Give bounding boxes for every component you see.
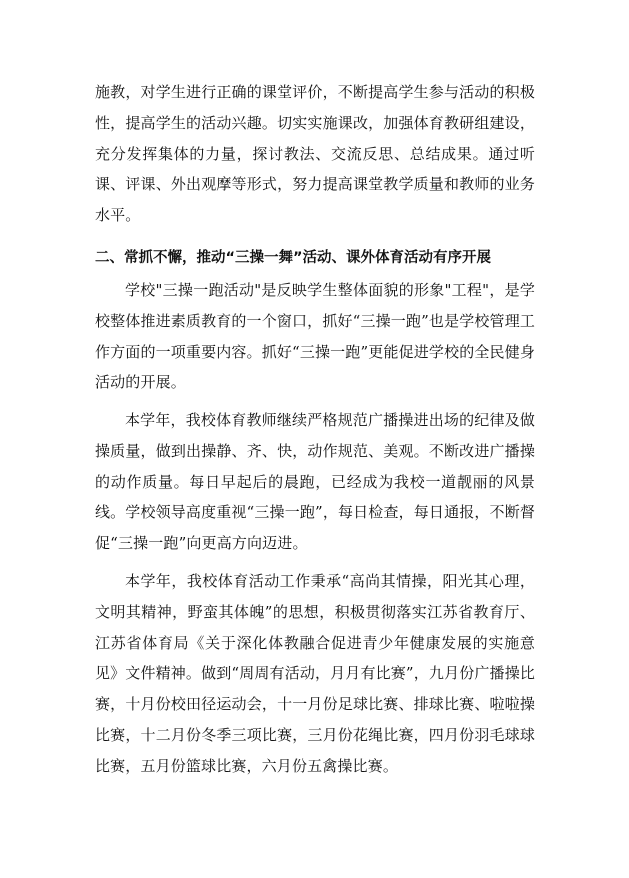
paragraph-broadcast-exercise: 本学年，我校体育教师继续严格规范广播操进出场的纪律及做操质量，做到出操静、齐、快，动作规范、美观。不断改进广播操的动作质量。每日早起后的晨跑，已经成为我校一道靓丽的风景线。学校领导高度重视“三操一跑”，每日检查，每日通报，不断督促“三操一跑”向更高方向迈进。 (95, 411, 535, 553)
section-heading: 二、常抓不懈，推动“三操一舞”活动、课外体育活动有序开展 (95, 250, 492, 266)
paragraph-continued: 施教，对学生进行正确的课堂评价，不断提高学生参与活动的积极性，提高学生的活动兴趣。切实实施课改，加强体育教研组建设，充分发挥集体的力量，探讨教法、交流反思、总结成果。通过听课、评课、外出观摩等形式，努力提高课堂教学质量和教师的业务水平。 (95, 83, 535, 225)
paragraph-three-exercises-intro: 学校"三操一跑活动"是反映学生整体面貌的形象"工程"，是学校整体推进素质教育的一个窗口，抓好“三操一跑”也是学校管理工作方面的一项重要内容。抓好“三操一跑”更能促进学校的全民健身活动的开展。 (95, 281, 535, 392)
paragraph-sports-activities: 本学年，我校体育活动工作秉承“高尚其情操，阳光其心理，文明其精神，野蛮其体魄”的思想，积极贯彻落实江苏省教育厅、江苏省体育局《关于深化体教融合促进青少年健康发展的实施意见》文件精神。做到“周周有活动，月月有比赛”，九月份广播操比赛，十月份校田径运动会，十一月份足球比赛、排球比赛、啦啦操比赛，十二月份冬季三项比赛，三月份花绳比赛，四月份羽毛球球比赛，五月份篮球比赛，六月份五禽操比赛。 (95, 572, 535, 775)
